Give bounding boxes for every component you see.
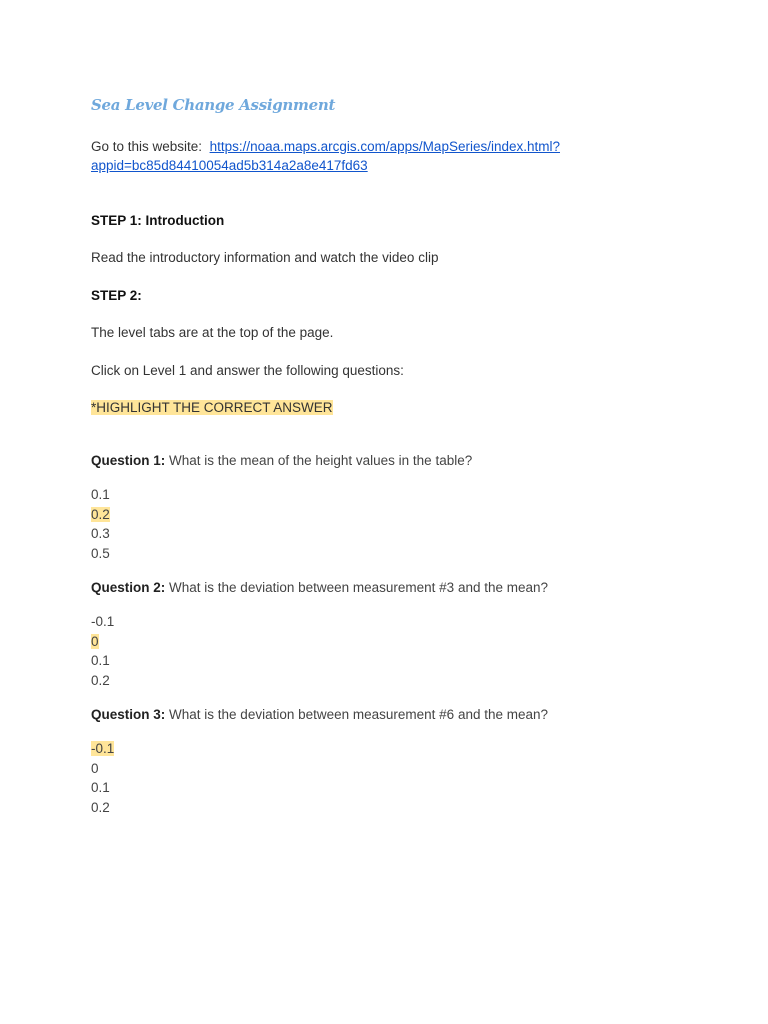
- question-1-text: What is the mean of the height values in the table?: [169, 453, 473, 468]
- option-text: 0: [91, 761, 99, 776]
- question-1-option: [91, 524, 110, 543]
- question-2: [91, 578, 548, 597]
- highlight-instruction-text: *HIGHLIGHT THE CORRECT ANSWER: [91, 400, 333, 415]
- question-2-option: [91, 671, 110, 690]
- question-1-option: [91, 544, 110, 563]
- question-2-option: [91, 632, 99, 651]
- website-link-line2[interactable]: appid=bc85d84410054ad5b314a2a8e417fd63: [91, 158, 368, 173]
- option-text: 0.2: [91, 800, 110, 815]
- question-2-label: Question 2:: [91, 580, 166, 595]
- option-text-highlighted: 0: [91, 634, 99, 649]
- highlight-instruction: [91, 398, 333, 417]
- question-1-option: [91, 485, 110, 504]
- question-3-option: [91, 739, 114, 758]
- step2-text-tabs: The level tabs are at the top of the page.: [91, 325, 334, 340]
- question-1-option: [91, 505, 110, 524]
- option-text: 0.1: [91, 487, 110, 502]
- question-3-label: Question 3:: [91, 707, 166, 722]
- question-2-text: What is the deviation between measurement #3 and the mean?: [169, 580, 549, 595]
- option-text-highlighted: -0.1: [91, 741, 115, 756]
- option-text: 0.1: [91, 780, 110, 795]
- option-text: 0.2: [91, 673, 110, 688]
- question-3-text: What is the deviation between measurement #6 and the mean?: [169, 707, 549, 722]
- question-3-option: [91, 759, 99, 778]
- question-3-option: [91, 778, 110, 797]
- step2-heading: STEP 2:: [91, 288, 142, 303]
- question-1-label: Question 1:: [91, 453, 166, 468]
- website-line: [91, 137, 560, 156]
- question-3-option: [91, 798, 110, 817]
- question-2-option: [91, 651, 110, 670]
- website-link-line1[interactable]: https://noaa.maps.arcgis.com/apps/MapSeries/index.html?: [209, 139, 560, 154]
- option-text: -0.1: [91, 614, 115, 629]
- question-2-option: [91, 612, 114, 631]
- question-1: [91, 451, 472, 470]
- option-text-highlighted: 0.2: [91, 507, 110, 522]
- option-text: 0.1: [91, 653, 110, 668]
- option-text: 0.3: [91, 526, 110, 541]
- question-3: [91, 705, 548, 724]
- option-text: 0.5: [91, 546, 110, 561]
- go-to-text: Go to this website:: [91, 139, 203, 154]
- step1-heading: STEP 1: Introduction: [91, 213, 225, 228]
- document-title: Sea Level Change Assignment: [91, 96, 336, 114]
- step2-text-level: Click on Level 1 and answer the following questions:: [91, 363, 404, 378]
- step1-text: Read the introductory information and watch the video clip: [91, 250, 439, 265]
